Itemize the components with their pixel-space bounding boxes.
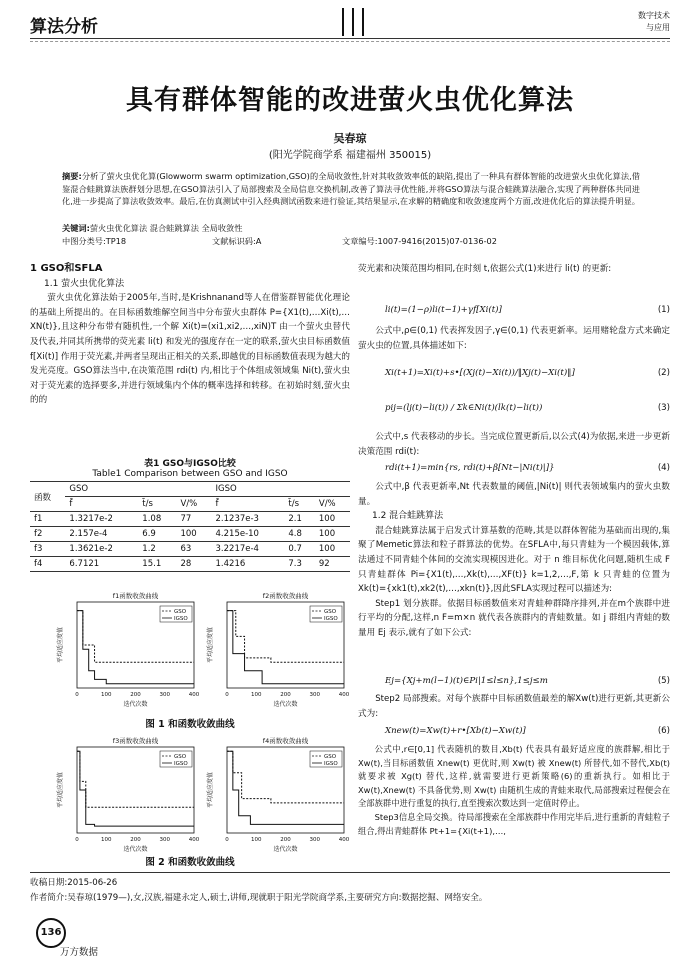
plot-title: f1函数收敛曲线 bbox=[112, 592, 159, 600]
table-cell: 1.3217e-2 bbox=[65, 512, 138, 527]
table-header-igso: IGSO bbox=[212, 482, 350, 497]
x-tick-label: 300 bbox=[309, 692, 320, 698]
x-tick-label: 0 bbox=[225, 692, 229, 698]
legend-label: IGSO bbox=[324, 761, 338, 767]
right-column-step2-detail bbox=[358, 743, 670, 838]
convergence-plot-f2 bbox=[205, 590, 350, 710]
figure2-caption: 图 2 和函数收敛曲线 bbox=[145, 857, 235, 868]
legend-label: IGSO bbox=[174, 761, 188, 767]
table-cell: 1.4216 bbox=[212, 557, 285, 572]
table-cell: 92 bbox=[315, 557, 350, 572]
table-header-func: 函数 bbox=[30, 482, 65, 512]
x-tick-label: 400 bbox=[338, 692, 350, 698]
y-axis-label: 平均适应度值 bbox=[207, 626, 214, 664]
equation-2-number: (2) bbox=[657, 368, 670, 378]
convergence-plot-f4 bbox=[205, 735, 350, 855]
keywords bbox=[62, 222, 242, 234]
table-cell: 28 bbox=[176, 557, 211, 572]
x-axis-label: 迭代次数 bbox=[123, 846, 148, 853]
x-tick-label: 400 bbox=[188, 692, 200, 698]
table-cell: 7.3 bbox=[284, 557, 314, 572]
plot-title: f4函数收敛曲线 bbox=[262, 737, 309, 745]
x-tick-label: 200 bbox=[280, 692, 291, 698]
convergence-plot-f3 bbox=[55, 735, 200, 855]
table-header-gso: GSO bbox=[65, 482, 211, 497]
x-tick-label: 200 bbox=[130, 837, 141, 843]
wanfang-watermark: 万方数据 bbox=[60, 947, 99, 958]
table-cell: 6.9 bbox=[138, 527, 176, 542]
paragraph-update-intro: 荧光素和决策范围均相同,在时刻 t,依据公式(1)来进行 li(t) 的更新: bbox=[358, 264, 612, 274]
table-cell: 63 bbox=[176, 542, 211, 557]
paragraph-update-rate: 公式中,β 代表更新率,Nt 代表数量的阈值,|Ni(t)| 则代表领域集内的萤火虫数量。 bbox=[358, 482, 670, 507]
affiliation: (阳光学院商学系 福建福州 350015) bbox=[268, 150, 432, 161]
table-cell: 0.7 bbox=[284, 542, 314, 557]
abstract-text: 分析了萤火虫优化算(Glowworm swarm optimization,GSO)的全局收敛性,针对其收敛效率低的缺陷,提出了一种具有群体智能的改进萤火虫优化算法,借鉴混合蛙跳算法族群划分思想,在GSO算法引入了局部搜索及全局信息交换机制,改善了算法寻优性能,并将GSO算法与混合蛙跳算法融合,实现了两种群体共同进化,进一步提高了算法收敛效率。最后,在仿真测试中引入经典测试函数来进行验证,其结果显示,在求解的精确度和收敛速度两个方面,改进优化后的算法提升明显。 bbox=[62, 171, 640, 206]
x-axis-label: 迭代次数 bbox=[273, 846, 298, 853]
table-cell: 1.08 bbox=[138, 512, 176, 527]
table-cell: 4.215e-10 bbox=[212, 527, 285, 542]
table-subheader: t̄/s bbox=[138, 497, 176, 512]
table-cell: 2.1237e-3 bbox=[212, 512, 285, 527]
x-tick-label: 100 bbox=[251, 837, 262, 843]
legend-label: GSO bbox=[324, 609, 337, 615]
equation-5-number: (5) bbox=[657, 676, 670, 686]
convergence-plot-f1 bbox=[55, 590, 200, 710]
article-number: 文章编号:1007-9416(2015)07-0136-02 bbox=[342, 236, 497, 246]
x-tick-label: 100 bbox=[101, 692, 112, 698]
right-column-intro bbox=[358, 262, 670, 277]
legend-label: GSO bbox=[174, 609, 187, 615]
table-row bbox=[30, 557, 350, 572]
table-cell: 2.157e-4 bbox=[65, 527, 138, 542]
clc-code: 中图分类号:TP18 bbox=[62, 236, 127, 246]
equation-4: rdi(t+1)=min{rs, rdi(t)+β[Nt−|Ni(t)|]} bbox=[385, 463, 555, 473]
table-cell: 3.2217e-4 bbox=[212, 542, 285, 557]
paragraph-step1: Step1 划分族群。依据目标函数值来对青蛙种群降序排列,并在m个族群中进行平均的分配,这样,n F=m×n 就代表各族群内的青蛙数量。如 j 群组内青蛙的数量用 Ej 表示,就有了如下公式: bbox=[358, 598, 670, 638]
footer-rule bbox=[30, 872, 670, 873]
header-bars-ornament bbox=[340, 8, 370, 36]
table-block bbox=[30, 456, 350, 572]
x-tick-label: 100 bbox=[251, 692, 262, 698]
table-cell: 2.1 bbox=[284, 512, 314, 527]
equation-3-number: (3) bbox=[657, 403, 670, 413]
author-name: 吴春琼 bbox=[333, 132, 367, 145]
x-tick-label: 200 bbox=[130, 692, 141, 698]
table-cell: 6.7121 bbox=[65, 557, 138, 572]
table-row bbox=[30, 527, 350, 542]
table-row bbox=[30, 542, 350, 557]
x-axis-label: 迭代次数 bbox=[273, 701, 298, 708]
table-subheader: f̄ bbox=[65, 497, 138, 512]
section-label: 算法分析 bbox=[30, 17, 98, 37]
table-cell: 100 bbox=[315, 512, 350, 527]
figure1-caption: 图 1 和函数收敛曲线 bbox=[145, 719, 235, 730]
document-code: 文献标识码:A bbox=[212, 236, 262, 246]
paragraph-step3: Step3信息全局交换。待局部搜索在全部族群中作用完毕后,进行重新的青蛙粒子组合,得出青蛙群体 Pt+1={Xi(t+1),…, bbox=[358, 811, 670, 836]
journal-mark-line1: 数字技术 bbox=[638, 11, 670, 20]
paper-title: 具有群体智能的改进萤火虫优化算法 bbox=[126, 85, 574, 116]
header-rule-dashed bbox=[30, 41, 670, 42]
x-tick-label: 400 bbox=[188, 837, 200, 843]
legend-label: IGSO bbox=[324, 616, 338, 622]
journal-mark-line2: 与应用 bbox=[646, 23, 670, 32]
x-axis-label: 迭代次数 bbox=[123, 701, 148, 708]
subsection-heading-1-2: 1.2 混合蛙跳算法 bbox=[372, 511, 444, 522]
table-cell: f2 bbox=[30, 527, 65, 542]
equation-1-number: (1) bbox=[657, 305, 670, 315]
x-tick-label: 300 bbox=[159, 837, 170, 843]
table-cell: f1 bbox=[30, 512, 65, 527]
table-caption-en: Table1 Comparison between GSO and IGSO bbox=[92, 469, 288, 479]
equation-5: Ej={Xj+m(l−1)(t)∈Pi|1≤l≤n},1≤j≤m bbox=[385, 676, 548, 686]
equation-6: Xnew(t)=Xw(t)+r•[Xb(t)−Xw(t)] bbox=[385, 726, 526, 736]
plot-title: f2函数收敛曲线 bbox=[262, 592, 309, 600]
equation-2: Xi(t+1)=Xi(t)+s•[(Xj(t)−Xi(t))/‖Xj(t)−Xi(t)‖] bbox=[385, 368, 575, 378]
x-tick-label: 300 bbox=[309, 837, 320, 843]
table-cell: f3 bbox=[30, 542, 65, 557]
table-cell: 77 bbox=[176, 512, 211, 527]
legend-label: GSO bbox=[174, 754, 187, 760]
table-subheader: V/% bbox=[176, 497, 211, 512]
equation-4-number: (4) bbox=[657, 463, 670, 473]
x-tick-label: 0 bbox=[75, 837, 79, 843]
x-tick-label: 400 bbox=[338, 837, 350, 843]
paragraph-volatility: 公式中,ρ∈(0,1) 代表挥发因子,γ∈(0,1) 代表更新率。运用赌轮盘方式来确定萤火虫的位置,具体描述如下: bbox=[358, 326, 670, 351]
equation-1: li(t)=(1−ρ)li(t−1)+γf[Xi(t)] bbox=[385, 305, 502, 315]
abstract-label: 摘要: bbox=[62, 171, 82, 181]
paragraph-step2-detail: 公式中,r∈[0,1] 代表随机的数目,Xb(t) 代表具有最好适应度的族群解,相比于 Xw(t),当目标函数值 Xnew(t) 更优时,则 Xw(t) 被 Xnew(t) 所替代,如不替代,Xb(t) 就要求被 Xg(t) 替代,这样,就需要进行更新策略(6)的重新执行。如相比于 Xw(t),Xnew(t) 不具备优势,则 Xw(t) 由随机生成的青蛙来取代,局部搜索过程便会在全部族群中进行重复的执行,直至搜索次数达到一定值时停止。 bbox=[358, 744, 670, 809]
paragraph-step2: Step2 局部搜索。对每个族群中目标函数值最差的解Xw(t)进行更新,其更新公式为: bbox=[358, 694, 670, 719]
table-subheader: V/% bbox=[315, 497, 350, 512]
table-cell: 15.1 bbox=[138, 557, 176, 572]
table-cell: 4.8 bbox=[284, 527, 314, 542]
right-column-p2 bbox=[358, 324, 670, 353]
table-cell: 100 bbox=[315, 542, 350, 557]
journal-mark bbox=[638, 10, 670, 34]
right-column-sfla bbox=[358, 480, 670, 641]
equation-6-number: (6) bbox=[657, 726, 670, 736]
table-cell: 100 bbox=[176, 527, 211, 542]
table-row bbox=[30, 512, 350, 527]
page-number-badge: 136 bbox=[36, 918, 66, 948]
author-bio: 作者简介:吴春琼(1979—),女,汉族,福建永定人,硕士,讲师,现就职于阳光学院商学系,主要研究方向:数据挖掘、网络安全。 bbox=[30, 893, 488, 903]
x-tick-label: 100 bbox=[101, 837, 112, 843]
paragraph-sfla-intro: 混合蛙跳算法属于启发式计算基数的范畴,其是以群体智能为基础而出现的,集聚了Memetic算法和粒子群算法的优势。在SFLA中,每只青蛙为一个模因载体,算法通过不同青蛙个体间的交流实现模因进化。对于 n 维目标优化问题,随机生成 F 只青蛙群体 Pi={X1(t),…,Xk(t),…,XF(t)} k=1,2,…,F,第 k 只青蛙的位置为 Xk(t)={xk1(t),xk2(t),…,xkn(t)},因此SFLA实现过程可以描述为: bbox=[358, 525, 670, 595]
y-axis-label: 平均适应度值 bbox=[57, 771, 64, 809]
table-cell: 1.2 bbox=[138, 542, 176, 557]
table-cell: 1.3621e-2 bbox=[65, 542, 138, 557]
legend-label: IGSO bbox=[174, 616, 188, 622]
paragraph-step-length: 公式中,s 代表移动的步长。当完成位置更新后,以公式(4)为依据,来进一步更新决策范围 rdi(t): bbox=[358, 432, 670, 457]
table-subheader: t̄/s bbox=[284, 497, 314, 512]
plot-title: f3函数收敛曲线 bbox=[112, 737, 159, 745]
abstract bbox=[62, 170, 640, 208]
left-column-text bbox=[30, 262, 350, 408]
table-caption-cn: 表1 GSO与IGSO比较 bbox=[144, 459, 236, 469]
comparison-table bbox=[30, 481, 350, 572]
legend-label: GSO bbox=[324, 754, 337, 760]
keywords-text: 萤火虫优化算法 混合蛙跳算法 全局收敛性 bbox=[89, 223, 243, 233]
table-cell: 100 bbox=[315, 527, 350, 542]
received-date: 收稿日期:2015-06-26 bbox=[30, 878, 118, 888]
section-heading-1: 1 GSO和SFLA bbox=[30, 263, 103, 274]
y-axis-label: 平均适应度值 bbox=[57, 626, 64, 664]
x-tick-label: 300 bbox=[159, 692, 170, 698]
subsection-heading-1-1: 1.1 萤火虫优化算法 bbox=[44, 278, 125, 289]
x-tick-label: 0 bbox=[75, 692, 79, 698]
right-column-step2 bbox=[358, 692, 670, 721]
table-subheader: f̄ bbox=[212, 497, 285, 512]
y-axis-label: 平均适应度值 bbox=[207, 771, 214, 809]
right-column-p3 bbox=[358, 430, 670, 459]
x-tick-label: 0 bbox=[225, 837, 229, 843]
table-cell: f4 bbox=[30, 557, 65, 572]
header-rule bbox=[30, 38, 670, 39]
paragraph-gso-intro: 萤火虫优化算法始于2005年,当时,是Krishnanand等人在借鉴群智能优化理论的基础上所提出的。在目标函数维解空间当中分布萤火虫群体 P={X1(t),…Xi(t),…XN(t)},且这种分布带有随机性,一个解 Xi(t)=(xi1,xi2,…,xiN)T 由一个萤火虫替代及代表,并同其所携带的荧光素 li(t) 和发光的强度存在一定的联系,萤火虫目标函数值 f[Xi(t)] 作用于荧光素,并两者呈现出正相关的关系,即越优的目标函数值表现为越大的发光亮度。GSO算法当中,在决策范围 rdi(t) 内,相比于个体组成领域集 Ni(t),萤火虫对于荧光素的选择要多,并进行领域集内个体的概率选择和转移。在初始时刻,萤火虫的的 bbox=[30, 293, 350, 406]
keywords-label: 关键词: bbox=[62, 223, 90, 233]
x-tick-label: 200 bbox=[280, 837, 291, 843]
equation-3: pij=(lj(t)−li(t)) / Σk∈Ni(t)(lk(t)−li(t)) bbox=[385, 403, 543, 413]
